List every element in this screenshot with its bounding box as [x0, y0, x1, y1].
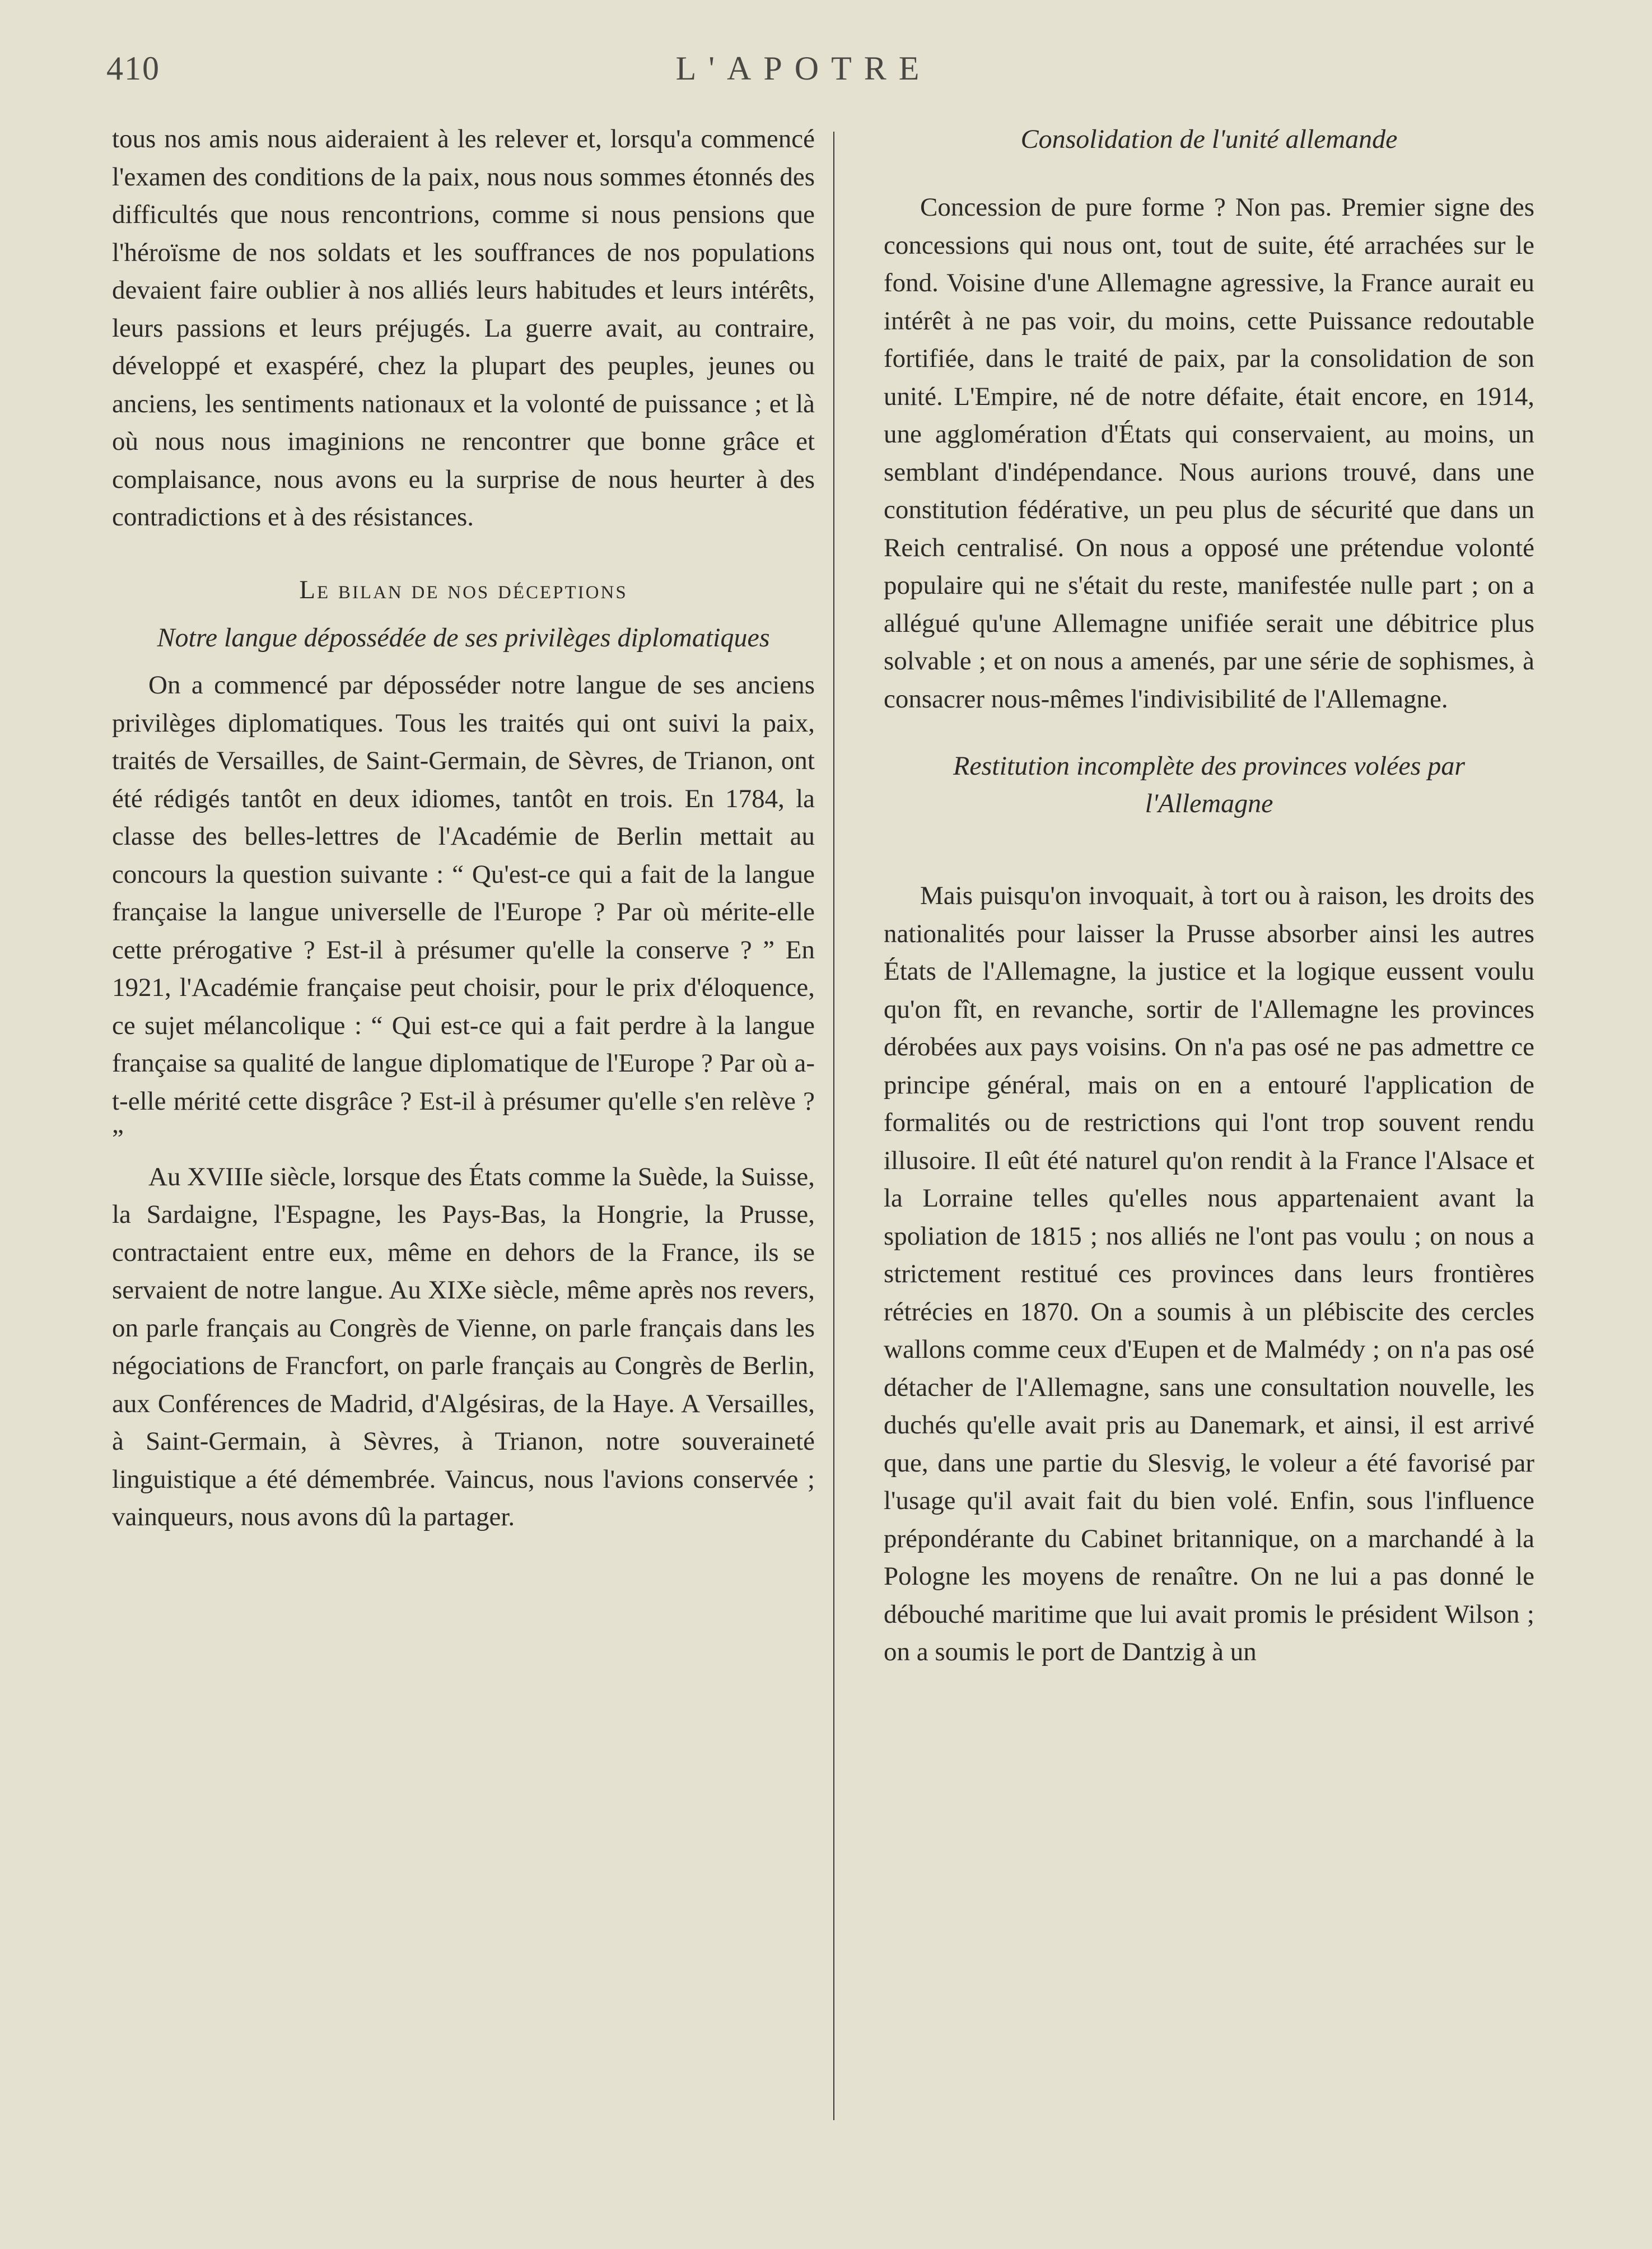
left-paragraph-2: On a commencé par déposséder notre langue de ses anciens privilèges diplomatiques. Tous les traités qui ont suivi la paix, traités de Versailles, de Saint-Germain, de Sèvres, de Trianon, ont été rédigés tantôt en deux idiomes, tantôt en trois. En 1784, la classe des belles-lettres de l'Académie de Berlin mettait au concours la question suivante : “ Qu'est-ce qui a fait de la langue française la langue universelle de l'Europe ? Par où mérite-elle cette prérogative ? Est-il à présumer qu'elle la conserve ? ” En 1921, l'Académie française peut choisir, pour le prix d'éloquence, ce sujet mélancolique : “ Qui est-ce qui a fait perdre à la langue française sa qualité de langue diplomatique de l'Europe ? Par où a-t-elle mérité cette disgrâce ? Est-il à présumer qu'elle s'en relève ? ” [112, 670, 815, 1153]
right-paragraph-2: Mais puisqu'on invoquait, à tort ou à raison, les droits des nationalités pour laisser la Prusse absorber ainsi les autres États de l'Allemagne, la justice et la logique eussent voulu qu'on fît, en revanche, sortir de l'Allemagne les provinces dérobées aux pays voisins. On n'a pas osé ne pas admettre ce principe général, mais on en a entouré l'application de formalités ou de restrictions qui l'ont trop souvent rendu illusoire. Il eût été naturel qu'on rendit à la France l'Alsace et la Lorraine telles qu'elles nous appartenaient avant la spoliation de 1815 ; nos alliés ne l'ont pas voulu ; on nous a strictement restitué ces provinces dans leurs frontières rétrécies en 1870. On a soumis à un plébiscite des cercles wallons comme ceux d'Eupen et de Malmédy ; on n'a pas osé détacher de l'Allemagne, sans une consultation nouvelle, les duchés qu'elle avait pris au Danemark, et ainsi, il est arrivé que, dans une partie du Slesvig, le voleur a été favorisé par l'usage qu'il avait fait du bien volé. Enfin, sous l'influence prépondérante du Cabinet britannique, on a marchandé à la Pologne les moyens de renaître. On ne lui a pas donné le débouché maritime que lui avait promis le président Wilson ; on a soumis le port de Dantzig à un [884, 881, 1534, 1666]
subhead-langue: Notre langue dépossédée de ses privilèges diplomatiques [157, 623, 770, 653]
right-column [884, 120, 1534, 1671]
left-paragraph-1: tous nos amis nous aideraient à les relever et, lorsqu'a commencé l'examen des conditions de la paix, nous nous sommes étonnés des difficultés que nous rencontrions, comme si nous pensions que l'héroïsme de nos soldats et les souffrances de nos populations devaient faire oublier à nos alliés leurs habitudes et leurs intérêts, leurs passions et leurs préjugés. La guerre avait, au contraire, développé et exaspéré, chez la plupart des peuples, jeunes ou anciens, les sentiments nationaux et la volonté de puissance ; et là où nous nous imaginions ne rencontrer que bonne grâce et complaisance, nous avons eu la surprise de nous heurter à des contradictions et à des résistances. [112, 124, 815, 532]
column-divider [833, 132, 834, 2120]
left-paragraph-3: Au XVIIIe siècle, lorsque des États comme la Suède, la Suisse, la Sardaigne, l'Espagne, les Pays-Bas, la Hongrie, la Prusse, contractaient entre eux, même en dehors de la France, ils se servaient de notre langue. Au XIXe siècle, même après nos revers, on parle français au Congrès de Vienne, on parle français dans les négociations de Francfort, on parle français au Congrès de Berlin, aux Conférences de Madrid, d'Algésiras, de la Haye. A Versailles, à Saint-Germain, à Sèvres, à Trianon, notre souveraineté linguistique a été démembrée. Vaincus, nous l'avions conservée ; vainqueurs, nous avons dû la partager. [112, 1162, 815, 1531]
section-title: Le bilan de nos déceptions [299, 575, 628, 604]
left-column [112, 120, 815, 1536]
page-number: 410 [106, 50, 160, 87]
journal-title: L'APOTRE [675, 50, 932, 87]
right-paragraph-1: Concession de pure forme ? Non pas. Premier signe des concessions qui nous ont, tout de suite, été arrachées sur le fond. Voisine d'une Allemagne agressive, la France aurait eu intérêt à ne pas voir, du moins, cette Puissance redoutable fortifiée, dans le traité de paix, par la consolidation de son unité. L'Empire, né de notre défaite, était encore, en 1914, une agglomération d'États qui conservaient, au moins, un semblant d'indépendance. Nous aurions trouvé, dans une constitution fédérative, un peu plus de sécurité que dans un Reich centralisé. On nous a opposé une prétendue volonté populaire qui ne s'était du reste, manifestée nulle part ; on a allégué qu'une Allemagne unifiée serait une débitrice plus solvable ; et on nous a amenés, par une série de sophismes, à consacrer nous-mêmes l'indivisibilité de l'Allemagne. [884, 193, 1534, 714]
running-head [106, 49, 1501, 94]
subhead-unite: Consolidation de l'unité allemande [1020, 124, 1398, 154]
subhead-restitution: Restitution incomplète des provinces volées par l'Allemagne [953, 751, 1465, 818]
